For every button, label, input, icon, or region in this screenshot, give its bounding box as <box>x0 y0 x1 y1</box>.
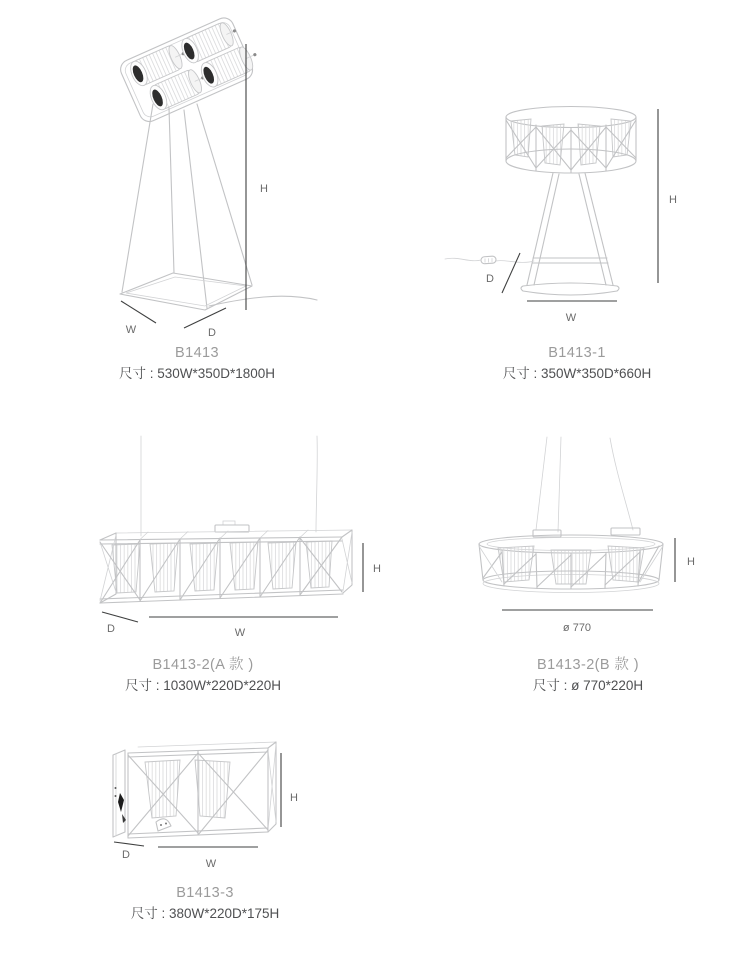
width-dimension-label: W <box>565 312 577 324</box>
product-caption <box>467 344 687 382</box>
table-lamp-body <box>521 173 619 295</box>
width-dimension-label: W <box>125 324 137 336</box>
height-dimension-label: H <box>687 556 695 568</box>
depth-dimension-line <box>102 612 138 622</box>
suspension-wires <box>536 437 633 532</box>
height-dimension-label: H <box>290 792 298 804</box>
product-size: 尺寸 : 530W*350D*1800H <box>118 366 276 381</box>
product-code: B1413-3 <box>176 885 234 901</box>
cage-shade <box>506 107 636 174</box>
product-size: 尺寸 : 350W*350D*660H <box>502 366 652 381</box>
product-size: 尺寸 : ø 770*220H <box>532 678 644 693</box>
canopy <box>215 521 249 532</box>
table-lamp-drawing <box>440 95 690 330</box>
height-dimension-label: H <box>669 194 677 206</box>
product-size: 尺寸 : 380W*220D*175H <box>130 906 280 921</box>
diameter-dimension-label: ø 770 <box>562 622 592 634</box>
floor-lamp-base <box>120 273 252 310</box>
round-pendant-drawing <box>430 432 720 637</box>
width-dimension-label: W <box>205 858 217 870</box>
product-code: B1413-2(A 款 ) <box>152 657 254 673</box>
product-caption <box>95 884 315 922</box>
depth-dimension-label: D <box>486 273 494 285</box>
depth-dimension-label: D <box>107 623 115 635</box>
floor-lamp-legs <box>122 104 252 308</box>
depth-dimension-label: D <box>208 327 216 339</box>
wall-plate <box>113 750 126 837</box>
wall-lamp-drawing <box>100 738 310 883</box>
depth-dimension-line <box>114 842 144 846</box>
width-dimension-line <box>121 301 156 323</box>
product-size: 尺寸 : 1030W*220D*220H <box>124 678 282 693</box>
floor-lamp-drawing <box>95 20 345 339</box>
depth-dimension-line <box>184 308 226 328</box>
mounting-bracket <box>156 819 171 831</box>
product-code: B1413-1 <box>548 345 606 361</box>
product-code: B1413 <box>175 345 219 361</box>
power-cord <box>209 296 317 306</box>
product-caption <box>93 656 313 694</box>
product-caption <box>87 344 307 382</box>
depth-dimension-line <box>502 253 520 293</box>
product-code: B1413-2(B 款 ) <box>537 657 639 673</box>
shades <box>145 760 230 818</box>
linear-pendant-drawing <box>90 432 385 637</box>
shades <box>112 541 332 593</box>
power-cord <box>445 256 534 264</box>
spotlight-head <box>117 11 264 125</box>
product-caption <box>478 656 698 694</box>
width-dimension-label: W <box>234 627 246 639</box>
height-dimension-label: H <box>260 183 268 195</box>
depth-dimension-label: D <box>122 849 130 861</box>
height-dimension-label: H <box>373 563 381 575</box>
